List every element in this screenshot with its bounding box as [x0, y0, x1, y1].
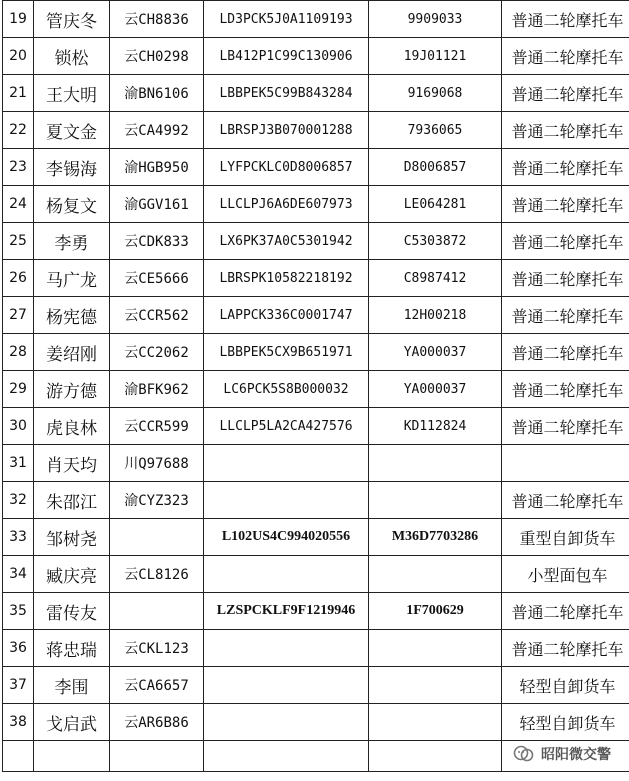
vin-number-cell: LBBPEK5C99B843284 — [204, 75, 369, 112]
engine-number-cell: M36D7703286 — [369, 519, 502, 556]
plate-number-cell: 云CKL123 — [110, 630, 204, 667]
engine-number-cell — [369, 556, 502, 593]
engine-number-cell: 12H00218 — [369, 297, 502, 334]
row-number-cell: 27 — [3, 297, 34, 334]
owner-name-cell: 锁松 — [34, 38, 110, 75]
owner-name-cell: 蒋忠瑞 — [34, 630, 110, 667]
vin-number-cell: LZSPCKLF9F1219946 — [204, 593, 369, 630]
table-row — [3, 482, 629, 519]
vin-number-cell: LBRSPJ3B070001288 — [204, 112, 369, 149]
row-number-cell: 34 — [3, 556, 34, 593]
vehicle-table-body — [3, 1, 629, 772]
vehicle-type-cell: 重型自卸货车 — [502, 519, 629, 556]
plate-number-cell: 云AR6B86 — [110, 704, 204, 741]
vin-number-cell — [204, 630, 369, 667]
engine-number-cell — [369, 630, 502, 667]
plate-number-cell: 渝CYZ323 — [110, 482, 204, 519]
engine-number-cell-empty — [369, 741, 502, 772]
row-number-cell: 29 — [3, 371, 34, 408]
row-number-cell: 19 — [3, 1, 34, 38]
table-row — [3, 445, 629, 482]
vin-number-cell: LLCLP5LA2CA427576 — [204, 408, 369, 445]
vehicle-table — [2, 0, 629, 772]
table-row — [3, 75, 629, 112]
table-row — [3, 149, 629, 186]
row-number-cell: 37 — [3, 667, 34, 704]
row-number-cell: 20 — [3, 38, 34, 75]
owner-name-cell: 管庆冬 — [34, 1, 110, 38]
plate-number-cell: 云CA6657 — [110, 667, 204, 704]
vehicle-type-cell: 普通二轮摩托车 — [502, 482, 629, 519]
owner-name-cell: 虎良林 — [34, 408, 110, 445]
plate-number-cell: 渝GGV161 — [110, 186, 204, 223]
plate-number-cell: 云CH0298 — [110, 38, 204, 75]
engine-number-cell: 7936065 — [369, 112, 502, 149]
row-number-cell: 33 — [3, 519, 34, 556]
engine-number-cell — [369, 445, 502, 482]
vin-number-cell — [204, 704, 369, 741]
vehicle-type-cell — [502, 445, 629, 482]
vehicle-type-cell: 普通二轮摩托车 — [502, 297, 629, 334]
engine-number-cell: 9169068 — [369, 75, 502, 112]
table-row — [3, 186, 629, 223]
owner-name-cell: 王大明 — [34, 75, 110, 112]
owner-name-cell: 臧庆亮 — [34, 556, 110, 593]
plate-number-cell: 云CC2062 — [110, 334, 204, 371]
row-number-cell: 22 — [3, 112, 34, 149]
engine-number-cell: KD112824 — [369, 408, 502, 445]
row-number-cell: 28 — [3, 334, 34, 371]
vehicle-type-cell: 普通二轮摩托车 — [502, 38, 629, 75]
row-number-cell: 23 — [3, 149, 34, 186]
engine-number-cell: 19J01121 — [369, 38, 502, 75]
vin-number-cell — [204, 445, 369, 482]
plate-number-cell: 云CL8126 — [110, 556, 204, 593]
row-number-cell: 38 — [3, 704, 34, 741]
row-number-cell: 26 — [3, 260, 34, 297]
owner-name-cell: 姜绍刚 — [34, 334, 110, 371]
table-row — [3, 556, 629, 593]
engine-number-cell: C5303872 — [369, 223, 502, 260]
owner-name-cell: 朱邵江 — [34, 482, 110, 519]
owner-name-cell: 李围 — [34, 667, 110, 704]
watermark — [509, 742, 615, 766]
vehicle-type-cell: 普通二轮摩托车 — [502, 630, 629, 667]
vehicle-type-cell: 普通二轮摩托车 — [502, 186, 629, 223]
table-row — [3, 704, 629, 741]
table-row — [3, 334, 629, 371]
owner-name-cell: 杨复文 — [34, 186, 110, 223]
vin-number-cell: LB412P1C99C130906 — [204, 38, 369, 75]
vin-number-cell — [204, 667, 369, 704]
vehicle-type-cell: 普通二轮摩托车 — [502, 371, 629, 408]
owner-name-cell: 雷传友 — [34, 593, 110, 630]
table-row — [3, 38, 629, 75]
table-row — [3, 1, 629, 38]
plate-number-cell: 云CDK833 — [110, 223, 204, 260]
vin-number-cell: LD3PCK5J0A1109193 — [204, 1, 369, 38]
row-number-cell: 32 — [3, 482, 34, 519]
table-row — [3, 519, 629, 556]
plate-number-cell: 渝HGB950 — [110, 149, 204, 186]
vehicle-type-cell: 普通二轮摩托车 — [502, 260, 629, 297]
engine-number-cell: YA000037 — [369, 334, 502, 371]
vin-number-cell: LX6PK37A0C5301942 — [204, 223, 369, 260]
owner-name-cell: 戈启武 — [34, 704, 110, 741]
vehicle-type-cell: 普通二轮摩托车 — [502, 149, 629, 186]
table-row — [3, 408, 629, 445]
plate-number-cell-empty — [110, 741, 204, 772]
engine-number-cell: YA000037 — [369, 371, 502, 408]
table-row — [3, 371, 629, 408]
vin-number-cell: LBBPEK5CX9B651971 — [204, 334, 369, 371]
engine-number-cell: 1F700629 — [369, 593, 502, 630]
wechat-channel-icon — [513, 745, 535, 763]
owner-name-cell: 夏文金 — [34, 112, 110, 149]
vehicle-type-cell: 轻型自卸货车 — [502, 704, 629, 741]
plate-number-cell — [110, 519, 204, 556]
plate-number-cell: 渝BN6106 — [110, 75, 204, 112]
vehicle-type-cell: 普通二轮摩托车 — [502, 112, 629, 149]
vin-number-cell-empty — [204, 741, 369, 772]
plate-number-cell: 云CA4992 — [110, 112, 204, 149]
owner-name-cell: 肖天均 — [34, 445, 110, 482]
table-row — [3, 112, 629, 149]
vin-number-cell: LYFPCKLC0D8006857 — [204, 149, 369, 186]
engine-number-cell: D8006857 — [369, 149, 502, 186]
table-row — [3, 593, 629, 630]
engine-number-cell — [369, 667, 502, 704]
vehicle-type-cell: 普通二轮摩托车 — [502, 593, 629, 630]
row-number-cell: 30 — [3, 408, 34, 445]
owner-name-cell: 游方德 — [34, 371, 110, 408]
row-number-cell: 35 — [3, 593, 34, 630]
plate-number-cell: 云CCR599 — [110, 408, 204, 445]
vehicle-type-cell: 普通二轮摩托车 — [502, 1, 629, 38]
owner-name-cell-empty — [34, 741, 110, 772]
vehicle-type-cell: 普通二轮摩托车 — [502, 408, 629, 445]
watermark-text: 昭阳微交警 — [541, 747, 611, 763]
owner-name-cell: 李锡海 — [34, 149, 110, 186]
table-row — [3, 297, 629, 334]
plate-number-cell: 渝BFK962 — [110, 371, 204, 408]
owner-name-cell: 李勇 — [34, 223, 110, 260]
owner-name-cell: 马广龙 — [34, 260, 110, 297]
vehicle-type-cell: 普通二轮摩托车 — [502, 334, 629, 371]
vehicle-type-cell: 普通二轮摩托车 — [502, 223, 629, 260]
plate-number-cell — [110, 593, 204, 630]
row-number-cell: 31 — [3, 445, 34, 482]
plate-number-cell: 云CE5666 — [110, 260, 204, 297]
plate-number-cell: 云CCR562 — [110, 297, 204, 334]
engine-number-cell — [369, 482, 502, 519]
table-row — [3, 223, 629, 260]
vin-number-cell: LAPPCK336C0001747 — [204, 297, 369, 334]
table-row — [3, 667, 629, 704]
vehicle-type-cell: 小型面包车 — [502, 556, 629, 593]
row-number-cell: 25 — [3, 223, 34, 260]
table-row — [3, 260, 629, 297]
engine-number-cell: C8987412 — [369, 260, 502, 297]
vin-number-cell: LLCLPJ6A6DE607973 — [204, 186, 369, 223]
owner-name-cell: 杨宪德 — [34, 297, 110, 334]
vehicle-type-cell: 轻型自卸货车 — [502, 667, 629, 704]
row-number-cell-empty — [3, 741, 34, 772]
vehicle-type-cell: 普通二轮摩托车 — [502, 75, 629, 112]
row-number-cell: 36 — [3, 630, 34, 667]
row-number-cell: 21 — [3, 75, 34, 112]
vin-number-cell — [204, 556, 369, 593]
vin-number-cell: LC6PCK5S8B000032 — [204, 371, 369, 408]
engine-number-cell: 9909033 — [369, 1, 502, 38]
vin-number-cell — [204, 482, 369, 519]
engine-number-cell — [369, 704, 502, 741]
engine-number-cell: LE064281 — [369, 186, 502, 223]
table-row — [3, 630, 629, 667]
vin-number-cell: L102US4C994020556 — [204, 519, 369, 556]
row-number-cell: 24 — [3, 186, 34, 223]
plate-number-cell: 川Q97688 — [110, 445, 204, 482]
plate-number-cell: 云CH8836 — [110, 1, 204, 38]
vin-number-cell: LBRSPK10582218192 — [204, 260, 369, 297]
owner-name-cell: 邹树尧 — [34, 519, 110, 556]
